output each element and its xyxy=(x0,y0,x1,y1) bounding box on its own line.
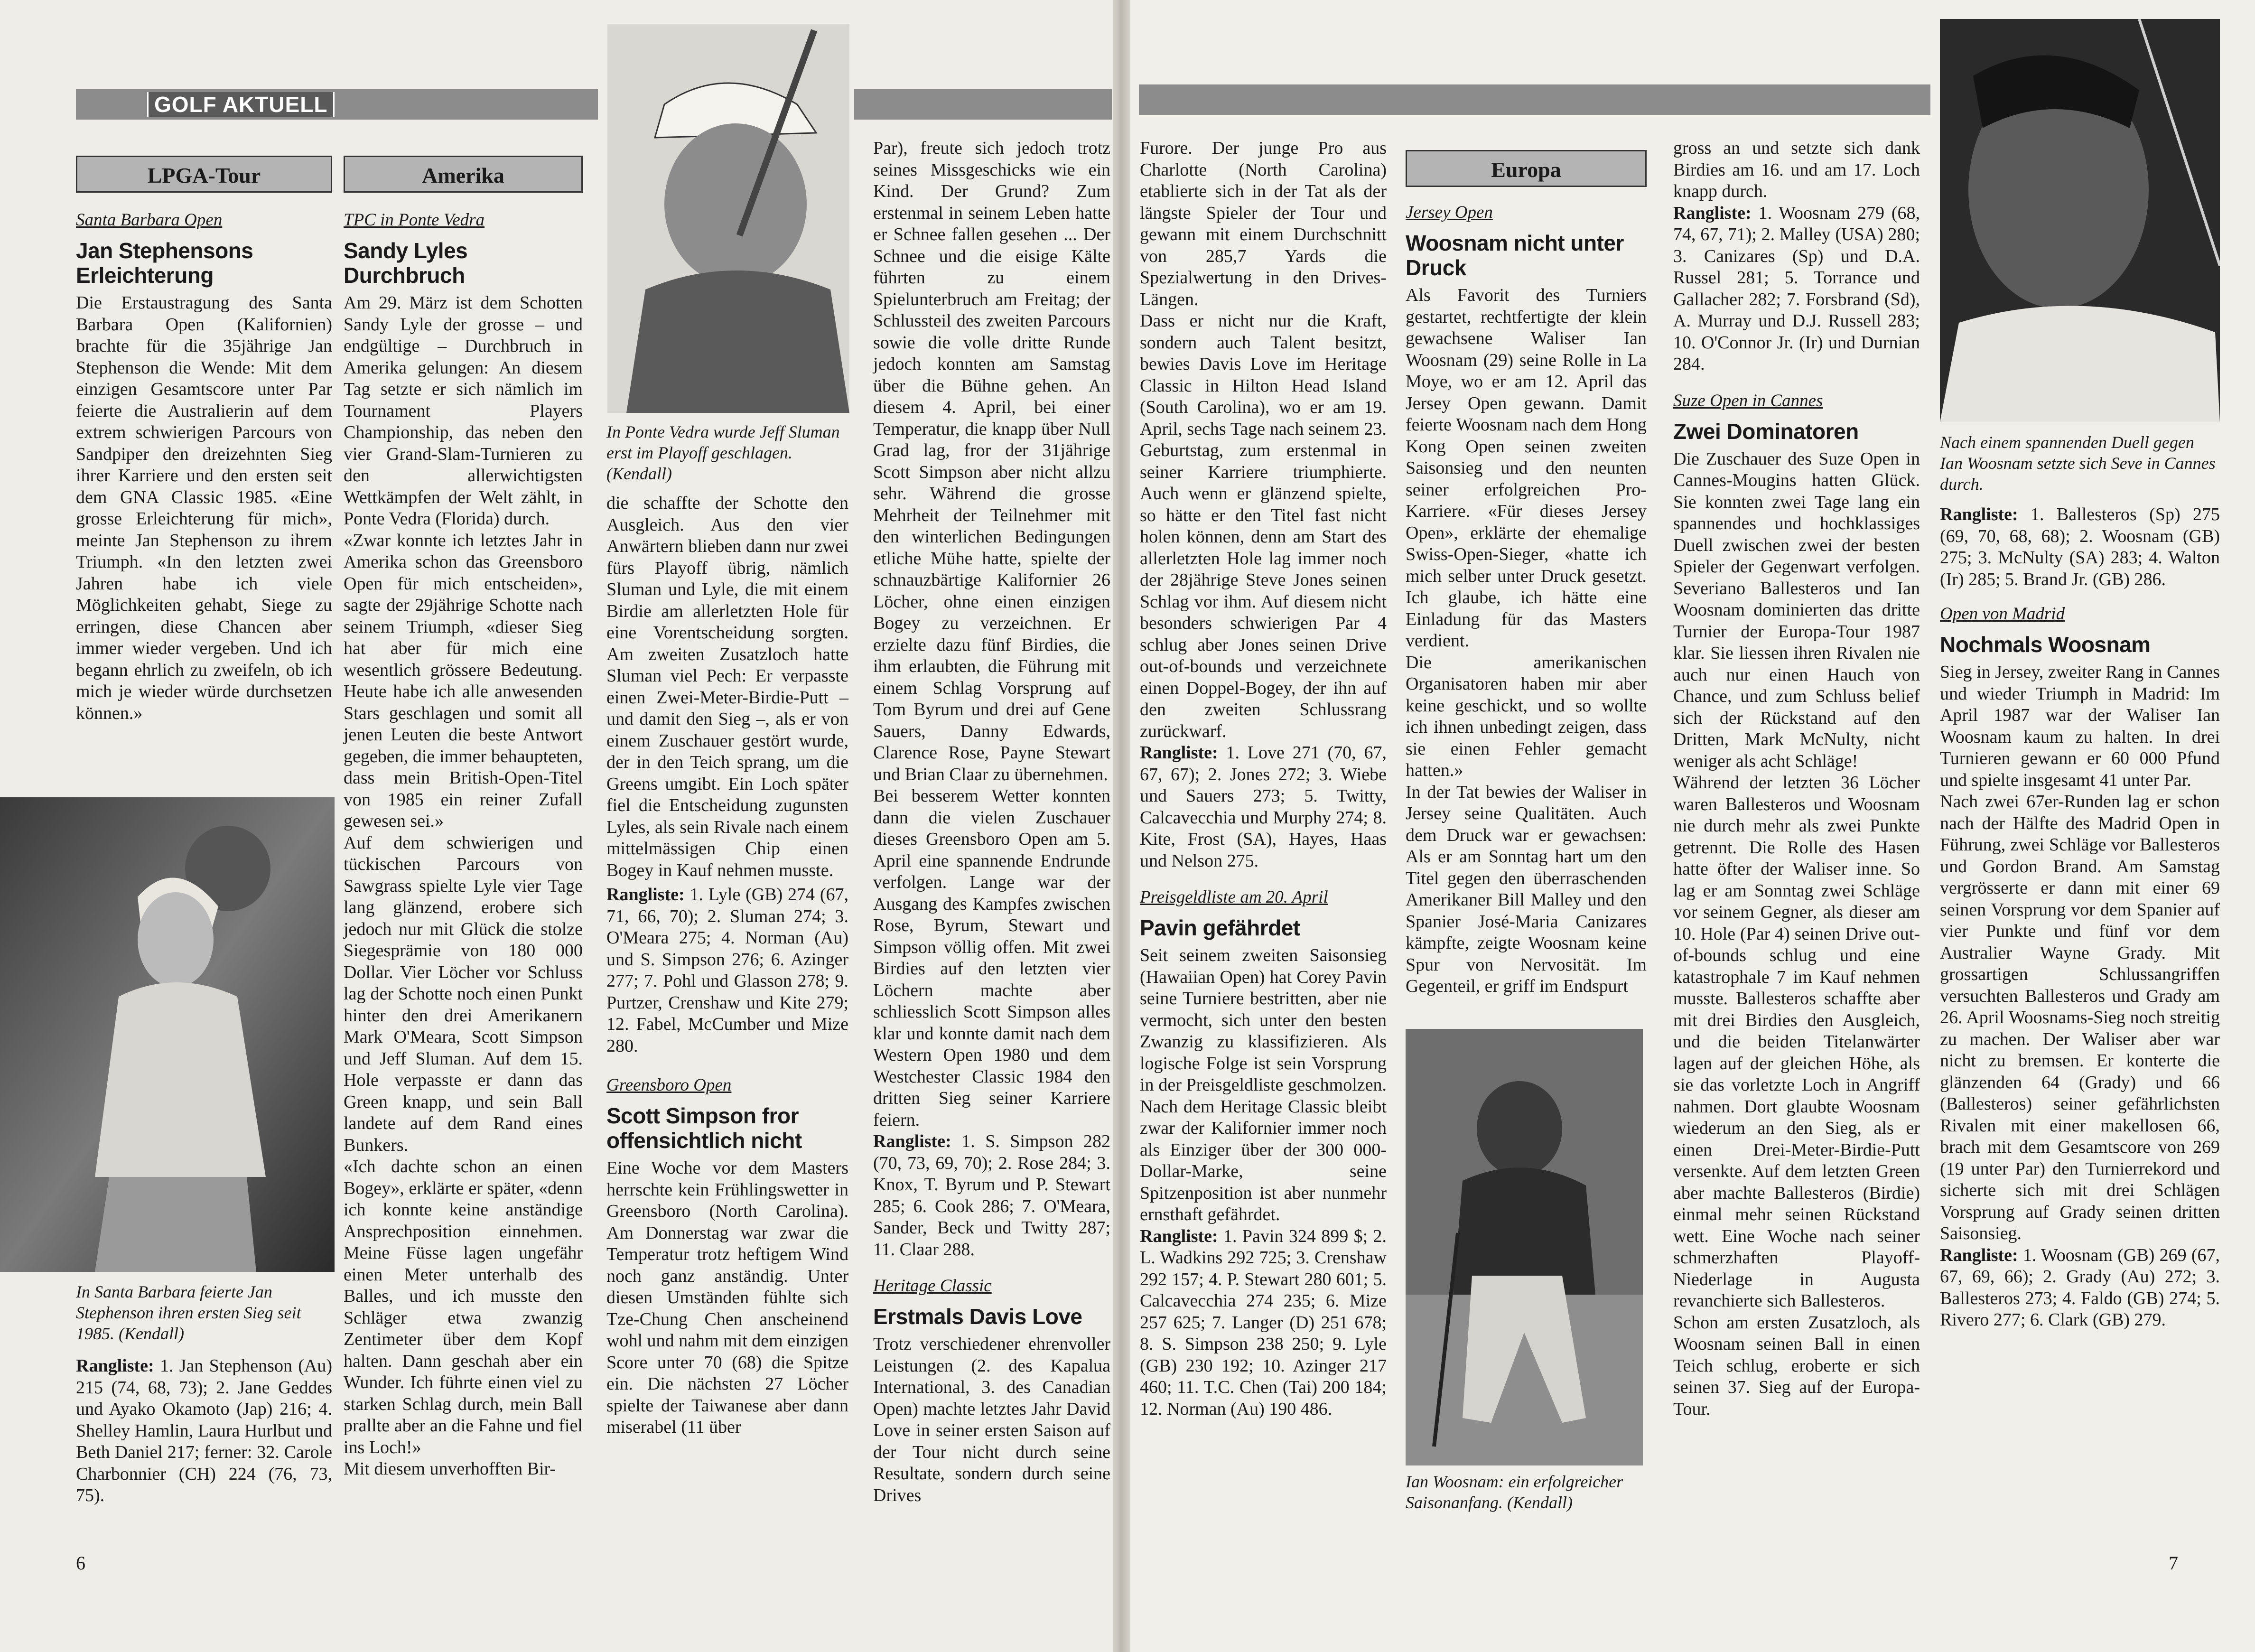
article-body-jersey-3: In der Tat bewies der Waliser in Jersey seine Qualitäten. Auch dem Druck war er gewachsen: Als er am Sonntag hart um den Titel gegen den überraschenden Amerikaner Bill Malley und den Spanier José-Maria Canizares kämpfte, zeigte Woosnam keine Spur von Nervosität. Im Gegenteil, er griff im Endspurt xyxy=(1406,782,1647,996)
column-6-caption xyxy=(1406,1471,1643,1513)
kicker-jersey: Jersey Open xyxy=(1406,203,1493,222)
article-body-heritage-1: Trotz verschiedener ehrenvoller Leistungen (2. des Kapalua International, 3. des Canadian Open) machte letztes Jahr David Love in seiner ersten Saison auf der Tour nicht durch seine Resultate, sondern durch seine Drives xyxy=(873,1334,1110,1505)
headline-santa-barbara: Jan Stephensons Erleichterung xyxy=(76,238,253,288)
headline-heritage: Erstmals Davis Love xyxy=(873,1304,1082,1329)
photo-jan-stephenson xyxy=(0,797,335,1272)
article-body-tpc-5: Mit diesem unverhofften Bir- xyxy=(344,1459,556,1479)
kicker-preisgeld: Preisgeldliste am 20. April xyxy=(1140,887,1328,907)
tab-europa: Europa xyxy=(1406,150,1647,187)
ranking-label: Rangliste: xyxy=(1140,743,1218,763)
ranking-jersey xyxy=(1673,203,1920,375)
article-body-jersey-4: gross an und setzte sich dank Birdies am 16. und am 17. Loch knapp durch. xyxy=(1673,138,1920,201)
kicker-cannes: Suze Open in Cannes xyxy=(1673,391,1823,411)
article-body-madrid-1: Sieg in Jersey, zweiter Rang in Cannes und wieder Triumph in Madrid: Im April 1987 war der Waliser Ian Woosnam kaum zu halten. In drei Turnieren gewann er 60 000 Pfund und spielte insgesamt 41 unter Par. xyxy=(1940,662,2220,790)
spine-gutter xyxy=(1113,0,1130,1652)
ranking-santa-barbara xyxy=(76,1355,332,1507)
ranking-label: Rangliste: xyxy=(1140,1226,1218,1246)
column-amerika xyxy=(344,209,583,1480)
ranking-values: 1. Woosnam 279 (68, 74, 67, 71); 2. Malley (USA) 280; 3. Canizares (Sp) und D.A. Russel 281; 5. Torrance und Gallacher 282; 7. Forsbrand (Sd), A. Murray und D.J. Russell 283; 10. O'Connor Jr. (Ir) und Durnian 284. xyxy=(1673,203,1920,374)
golfer-photo-icon xyxy=(0,797,335,1272)
kicker-santa-barbara: Santa Barbara Open xyxy=(76,210,223,230)
article-body-cannes-1: Die Zuschauer des Suze Open in Cannes-Mougins hatten Glück. Sie konnten zwei Tage lang ein spannendes und hochklassiges Duell zwischen zwei der besten Spieler der Gegenwart verfolgen. Severiano Ballesteros und Ian Woosnam dominierten das dritte Turnier der Europa-Tour 1987 klar. Sie liessen ihren Rivalen nie auch nur einen Hauch von Chance, und zum Schluss belief sich der Rückstand auf den Dritten, Mark McNulty, nicht weniger als acht Schläge! xyxy=(1673,448,1920,771)
kicker-tpc: TPC in Ponte Vedra xyxy=(344,210,485,230)
column-8 xyxy=(1940,432,2220,1331)
article-body-jersey-2: Die amerikanischen Organisatoren haben mir aber keine geschickt, und so wollte ich ihnen unbedingt zeigen, dass sie einen Fehler gemacht hatten.» xyxy=(1406,652,1647,780)
page-number-left: 6 xyxy=(76,1552,85,1574)
ranking-values: 1. S. Simpson 282 (70, 73, 69, 70); 2. Rose 284; 3. Knox, T. Byrum und P. Stewart 285; 6. Cook 286; 7. O'Meara, Sander, Beck und Twitty 287; 11. Claar 288. xyxy=(873,1131,1111,1260)
column-7 xyxy=(1673,138,1920,1420)
article-body-heritage-2: Furore. Der junge Pro aus Charlotte (North Carolina) etablierte sich in der Tat als der längste Spieler der Tour und gewann mit einem Durchschnitt von 285,7 Yards die Spezialwertung in den Drives-Längen. xyxy=(1140,138,1387,309)
column-6 xyxy=(1406,201,1647,998)
ranking-values: 1. Pavin 324 899 $; 2. L. Wadkins 292 725; 3. Crenshaw 292 157; 4. P. Stewart 280 601; 5. Calcavecchia 274 235; 6. Mize 257 625; 7. Langer (D) 251 678; 8. S. Simpson 238 250; 9. Lyle (GB) 230 192; 10. Azinger 217 460; 11. T.C. Chen (Tai) 200 184; 12. Norman (Au) 190 486. xyxy=(1140,1226,1387,1419)
caption-jeff-sluman: In Ponte Vedra wurde Jeff Sluman erst im Playoff geschlagen. (Kendall) xyxy=(606,422,840,483)
ranking-greensboro xyxy=(873,1131,1110,1260)
article-body-preisgeld: Seit seinem zweiten Saisonsieg (Hawaiian Open) hat Corey Pavin seine Turniere bestritten, aber nie vermocht, sich unter den besten Zwanzig zu klassifizieren. Als logische Folge ist sein Vorsprung in der Preisgeldliste geschmolzen. Nach dem Heritage Classic bleibt zwar der Kalifornier immer noch als Einziger über der 300 000-Dollar-Marke, seine Spitzenposition ist aber nunmehr ernsthaft gefährdet. xyxy=(1140,945,1387,1224)
article-body-cannes-3: Schon am ersten Zusatzloch, als Woosnam seinen Ball in einen Teich schlug, eroberte er sich seinen 37. Sieg auf der Europa-Tour. xyxy=(1673,1312,1920,1419)
section-bar-col4 xyxy=(854,89,1112,120)
article-body-tpc-1: Am 29. März ist dem Schotten Sandy Lyle der grosse – und endgültige – Durchbruch in Amerika gelungen: An diesem Tag setzte er sich nämlich im Tournament Players Championship, das neben den vier Grand-Slam-Turnieren zu den allerwichtigsten Wettkämpfen der Welt zählt, in Ponte Vedra (Florida) durch. xyxy=(344,293,583,529)
article-body-tpc-cont: die schaffte der Schotte den Ausgleich. Aus den vier Anwärtern blieben dann nur zwei fürs Playoff übrig, nämlich Sluman und Lyle, die mit einem Birdie am allerletzten Hole für eine Vorentscheidung sorgten. Am zweiten Zusatzloch hatte Sluman viel Pech: Er verpasste einen Zwei-Meter-Birdie-Putt – und damit den Sieg –, als er von einem Zuschauer gestört wurde, der in den Teich sprang, um die Greens umgibt. Ein Loch später fiel die Entscheidung zugunsten Lyles, als sein Rivale nach einem mittelmässigen Chip einen Bogey in Kauf nehmen musste. xyxy=(606,493,848,880)
kicker-madrid: Open von Madrid xyxy=(1940,604,2065,624)
article-body-greensboro-3: Bei besserem Wetter konnten dann die vielen Zuschauer dieses Greensboro Open am 5. April eine spannende Endrunde verfolgen. Lange war der Ausgang des Kampfes zwischen Rose, Byrum, Stewart und Simpson völlig offen. Mit zwei Birdies auf den letzten vier Löchern machte aber schliesslich Scott Simpson alles klar und konnte damit nach dem Western Open 1980 und dem Westchester Classic 1984 den dritten Sieg seiner Karriere feiern. xyxy=(873,786,1110,1130)
kicker-greensboro: Greensboro Open xyxy=(606,1075,732,1095)
article-body-greensboro-1: Eine Woche vor dem Masters herrschte kein Frühlingswetter in Greensboro (North Carolina). Am Donnerstag war zwar die Temperatur trotz heftigem Wind noch ganz anständig. Unter diesen Umständen fühlte sich Tze-Chung Chen anscheinend wohl und nahm mit dem einzigen Score unter 70 (68) die Spitze ein. Die nächsten 27 Löcher spielte der Taiwanese aber dann miserabel (11 über xyxy=(606,1158,848,1437)
article-body-tpc-4: «Ich dachte schon an einen Bogey», erklärte er später, «denn ich konnte keine anständige Ansprechposition einnehmen. Meine Füsse lagen ungefähr einen Meter unterhalb des Balles, und ich musste den Schläger etwa zwanzig Zentimeter über dem Kopf halten. Dann geschah aber ein Wunder. Ich führte einen viel zu starken Schlag durch, mein Ball prallte aber an die Fahne und fiel ins Loch!» xyxy=(344,1157,583,1457)
page-number-right: 7 xyxy=(2169,1552,2178,1574)
tab-lpga: LPGA-Tour xyxy=(76,156,332,193)
photo-ian-woosnam xyxy=(1406,1029,1643,1465)
column-4 xyxy=(873,138,1110,1506)
ranking-heritage xyxy=(1140,742,1387,872)
column-5 xyxy=(1140,138,1387,1420)
ranking-label: Rangliste: xyxy=(76,1356,154,1376)
ranking-label: Rangliste: xyxy=(873,1131,951,1151)
ranking-preisgeld xyxy=(1140,1226,1387,1420)
tab-amerika: Amerika xyxy=(344,156,583,193)
headline-madrid: Nochmals Woosnam xyxy=(1940,632,2151,657)
article-body-jersey-1: Als Favorit des Turniers gestartet, rechtfertigte der klein gewachsene Waliser Ian Woosnam (29) seine Rolle in La Moye, wo er am 12. April das Jersey Open gewann. Damit feierte Woosnam nach dem Hong Kong Open seinen zweiten Saisonsieg und den neunten seiner erfolgreichen Pro-Karriere. «Für dieses Jersey Open», erklärte der ehemalige Swiss-Open-Sieger, «hatte ich mich selber unter Druck gesetzt. Ich glaube, ich hätte eine Einladung für das Masters verdient. xyxy=(1406,285,1647,651)
ranking-values: 1. Woosnam (GB) 269 (67, 67, 69, 66); 2. Grady (Au) 272; 3. Ballesteros 273; 4. Faldo (GB) 274; 5. Rivero 277; 6. Clark (GB) 279. xyxy=(1940,1245,2220,1330)
ranking-label: Rangliste: xyxy=(606,885,685,905)
article-body-heritage-3: Dass er nicht nur die Kraft, sondern auch Talent besitzt, bewies Davis Love im Heritage Classic in Hilton Head Island (South Carolina), wo er am 19. April, sechs Tage nach seinem 23. Geburtstag, zum erstenmal in seiner Karriere triumphierte. Auch wenn er glänzend spielte, so hätte er den Titel fast nicht holen können, denn am Start des allerletzten Hole lag immer noch der 28jährige Steve Jones seinen Schlag vor ihm. Auf diesem nicht besonders schwierigen Par 4 schlug aber Jones seinen Drive out-of-bounds und verzeichnete einen Doppel-Bogey, der ihn auf den zweiten Schlussrang zurückwarf. xyxy=(1140,311,1387,741)
headline-greensboro: Scott Simpson fror offensichtlich nicht xyxy=(606,1103,802,1153)
ranking-cannes xyxy=(1940,504,2220,590)
headline-preisgeld: Pavin gefährdet xyxy=(1140,915,1300,940)
ranking-label: Rangliste: xyxy=(1673,203,1752,223)
golfer-photo-icon xyxy=(607,24,849,413)
article-body-cannes-2: Während der letzten 36 Löcher waren Ballesteros und Woosnam nie durch mehr als zwei Punkte getrennt. Die Rolle des Hasen hatte öfter der Waliser inne. So lag er am Sonntag zwei Schläge vor seinem Gegner, als dieser am 10. Hole (Par 4) seinen Drive out-of-bounds schlug und eine katastrophale 7 im Kauf nehmen musste. Ballesteros schaffte aber mit drei Birdies den Ausgleich, und die beiden Titelanwärter lagen auf der gleichen Höhe, als sie das vorletzte Loch in Angriff nahmen. Dort glaubte Woosnam wiederum an den Sieg, als er einen Drei-Meter-Birdie-Putt versenkte. Auf dem letzten Green aber machte Ballesteros (Birdie) einmal mehr seinen Rückstand wett. Eine Woche nach seiner schmerzhaften Playoff-Niederlage in Augusta revanchierte sich Ballesteros. xyxy=(1673,773,1920,1311)
article-body-madrid-2: Nach zwei 67er-Runden lag er schon nach der Hälfte des Madrid Open in Führung, zwei Schläge vor Ballesteros und Gordon Brand. Am Samstag vergrösserte er dann mit einer 69 seinen Vorsprung vor dem Spanier auf vier Punkte und fünf vor dem Australier Wayne Grady. Mit grossartigen Schlussangriffen versuchten Ballesteros und Grady am 26. April Woosnams-Sieg noch streitig zu machen. Der Waliser aber war nicht zu bremsen. Er konterte die glänzenden 64 (Grady) und 66 (Ballesteros) seiner gefährlichsten Rivalen mit einer makellosen 66, brach mit dem Gesamtscore von 269 (19 unter Par) den Turnierrekord und sicherte sich mit drei Schlägen Vorsprung auf Grady seinen dritten Saisonsieg. xyxy=(1940,792,2220,1243)
caption-ian-woosnam: Ian Woosnam: ein erfolgreicher Saisonanfang. (Kendall) xyxy=(1406,1472,1623,1512)
section-label: GOLF AKTUELL xyxy=(147,92,335,117)
ranking-label: Rangliste: xyxy=(1940,1245,2018,1265)
column-3 xyxy=(606,421,848,1438)
ranking-values: 1. Jan Stephenson (Au) 215 (74, 68, 73); 2. Jane Geddes und Ayako Okamoto (Jap) 216; 4. Shelley Hamlin, Laura Hurlbut und Beth Daniel 217; ferner: 32. Carole Charbonnier (CH) 224 (76, 73, 75). xyxy=(76,1356,332,1505)
article-body-tpc-2: «Zwar konnte ich letztes Jahr in Amerika schon das Greensboro Open für mich entscheiden», sagte der 29jährige Schotte nach seinem Triumph, «dieser Sieg hat aber für mich eine wesentlich grössere Bedeutung. Heute habe ich alle anwesenden Stars geschlagen und somit all jenen Leuten die beste Antwort gegeben, die immer behaupteten, dass mein British-Open-Titel von 1985 ein reiner Zufall gewesen sei.» xyxy=(344,530,583,831)
ranking-label: Rangliste: xyxy=(1940,504,2018,524)
article-body-greensboro-2: Par), freute sich jedoch trotz seines Missgeschicks wie ein Kind. Der Grund? Zum erstenmal in seinem Leben hatte er Schnee fallen gesehen ... Der Schnee und die eisige Kälte führten zu einem Spielunterbruch am Freitag; der Schlussteil des zweiten Parcours sowie die volle dritte Runde jedoch konnten am Samstag über die Bühne gehen. An diesem 4. April, bei einer Temperatur, die knapp über Null Grad lag, fror der 31jährige Scott Simpson aber nicht allzu sehr. Während die grosse Mehrheit der Teilnehmer mit den winterlichen Bedingungen etliche Mühe hatte, spielte der schnauzbärtige Kalifornier 26 Löcher, ohne einen einzigen Bogey zu verzeichnen. Er erzielte dazu fünf Birdies, die ihm erlaubten, die Führung mit einem Schlag Vorsprung auf Tom Byrum und drei auf Gene Sauers, Danny Edwards, Clarence Rose, Payne Stewart und Brian Claar zu übernehmen. xyxy=(873,138,1110,784)
section-header-bar xyxy=(76,89,598,120)
column-lpga xyxy=(76,209,332,724)
article-body-santa-barbara: Die Erstaustragung des Santa Barbara Open (Kalifornien) brachte für die 35jährige Jan Stephenson die Wende: Mit dem einzigen Gesamtscore unter Par feierte die Australierin auf dem extrem schwierigen Parcours von Sandpiper den dreizehnten Sieg ihrer Karriere und den ersten seit dem GNA Classic 1985. «Eine grosse Erleichterung für mich», meinte Jan Stephenson zu ihrem Triumph. «In den letzten zwei Jahren habe ich viele Möglichkeiten gehabt, Siege zu erringen, diese Chancen aber immer wieder vergeben. Und ich begann ehrlich zu zweifeln, ob ich mich je wieder würde durchsetzen können.» xyxy=(76,293,332,723)
ranking-madrid xyxy=(1940,1245,2220,1331)
headline-cannes: Zwei Dominatoren xyxy=(1673,419,1859,444)
golfer-photo-icon xyxy=(1406,1029,1643,1465)
section-bar-right xyxy=(1139,84,1930,115)
article-body-tpc-3: Auf dem schwierigen und tückischen Parcours von Sawgrass spielte Lyle vier Tage lang glänzend, erobere sich jedoch nur mit Glück die stolze Siegesprämie von 180 000 Dollar. Vier Löcher vor Schluss lag der Schotte noch einen Punkt hinter den drei Amerikanern Mark O'Meara, Scott Simpson und Jeff Sluman. Auf dem 15. Hole verpasste er dann das Green knapp, und sein Ball landete auf dem Rand eines Bunkers. xyxy=(344,832,583,1155)
caption-ballesteros: Nach einem spannenden Duell gegen Ian Woosnam setzte sich Seve in Cannes durch. xyxy=(1940,433,2216,494)
photo-jeff-sluman xyxy=(607,24,849,413)
column-lpga-lower xyxy=(76,1281,332,1507)
ranking-tpc xyxy=(606,884,848,1057)
headline-tpc: Sandy Lyles Durchbruch xyxy=(344,238,468,288)
photo-ballesteros xyxy=(1940,19,2220,422)
ranking-values: 1. Lyle (GB) 274 (67, 71, 66, 70); 2. Sluman 274; 3. O'Meara 275; 4. Norman (Au) und S. Simpson 276; 6. Azinger 277; 7. Pohl und Glasson 278; 9. Purtzer, Crenshaw und Kite 279; 12. Fabel, McCumber und Mize 280. xyxy=(606,885,848,1056)
kicker-heritage: Heritage Classic xyxy=(873,1276,992,1296)
ranking-values: 1. Ballesteros (Sp) 275 (69, 70, 68, 68); 2. Woosnam (GB) 275; 3. McNulty (SA) 283; 4. Walton (Ir) 285; 5. Brand Jr. (GB) 286. xyxy=(1940,504,2220,589)
headline-jersey: Woosnam nicht unter Druck xyxy=(1406,231,1624,280)
golfer-photo-icon xyxy=(1940,19,2220,422)
ranking-values: 1. Love 271 (70, 67, 67, 67); 2. Jones 272; 3. Wiebe und Sauers 273; 5. Twitty, Calcavecchia und Murphy 274; 8. Kite, Frost (SA), Hayes, Haas und Nelson 275. xyxy=(1140,743,1387,871)
caption-jan-stephenson: In Santa Barbara feierte Jan Stephenson ihren ersten Sieg seit 1985. (Kendall) xyxy=(76,1282,301,1343)
